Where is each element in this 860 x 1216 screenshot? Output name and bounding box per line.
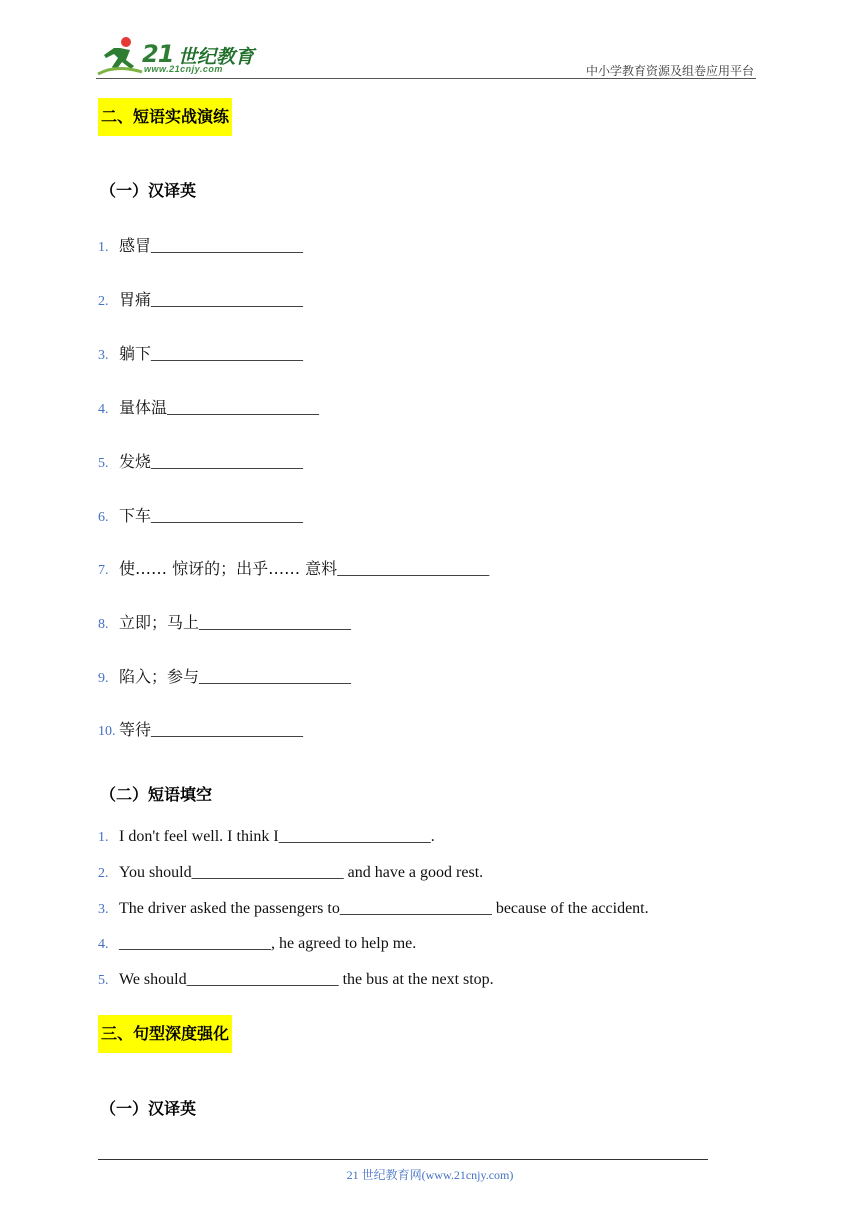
item-number: 3. — [98, 348, 109, 363]
item-number: 2. — [98, 866, 109, 881]
subsection-title-cn-to-en: （一）汉译英 — [100, 181, 197, 200]
item-number: 10. — [98, 724, 116, 739]
site-logo — [96, 34, 266, 78]
list-item — [98, 664, 351, 687]
item-number: 5. — [98, 973, 109, 988]
header-divider — [96, 78, 756, 79]
item-text[interactable]: I don't feel well. I think I___________________. — [119, 828, 435, 845]
answer-blank[interactable]: ___________________ — [151, 346, 304, 363]
list-item — [98, 610, 351, 633]
item-text: 躺下 — [119, 344, 152, 363]
item-text: 胃痛 — [119, 290, 152, 309]
footer-divider — [98, 1159, 708, 1160]
section-title-sentences: 三、句型深度强化 — [98, 1015, 232, 1053]
item-text: 下车 — [119, 506, 152, 525]
item-number: 9. — [98, 671, 109, 686]
item-number: 2. — [98, 294, 109, 309]
subsection-title-fill-in: （二）短语填空 — [100, 785, 213, 804]
list-item — [98, 828, 435, 846]
subsection-title-cn-to-en-2: （一）汉译英 — [100, 1099, 197, 1118]
list-item — [98, 287, 303, 310]
item-text[interactable]: The driver asked the passengers to___________________ because of the accident. — [119, 900, 649, 917]
answer-blank[interactable]: ___________________ — [151, 454, 304, 471]
item-number: 1. — [98, 830, 109, 845]
list-item — [98, 233, 303, 256]
item-number: 4. — [98, 402, 109, 417]
section-title-phrases: 二、短语实战演练 — [98, 98, 232, 136]
footer-text: 21 世纪教育网(www.21cnjy.com) — [346, 1168, 514, 1182]
answer-blank[interactable]: ___________________ — [151, 722, 304, 739]
item-number: 8. — [98, 617, 109, 632]
item-text: 陷入；参与 — [119, 667, 200, 686]
logo-text: 世纪教育 — [178, 46, 255, 68]
logo-number: 21 — [142, 40, 174, 68]
list-item — [98, 935, 416, 953]
list-item — [98, 395, 319, 418]
item-text: 感冒 — [119, 236, 152, 255]
logo-url: www.21cnjy.com — [144, 64, 223, 74]
list-item — [98, 556, 489, 579]
list-item — [98, 971, 494, 989]
list-item — [98, 717, 303, 740]
item-text: 等待 — [119, 720, 152, 739]
list-item — [98, 341, 303, 364]
item-number: 3. — [98, 902, 109, 917]
item-number: 7. — [98, 563, 109, 578]
answer-blank[interactable]: ___________________ — [199, 669, 352, 686]
item-number: 1. — [98, 240, 109, 255]
item-text: 使…… 惊讶的；出乎…… 意料 — [119, 559, 338, 578]
list-item — [98, 503, 303, 526]
answer-blank[interactable]: ___________________ — [151, 292, 304, 309]
runner-icon — [96, 34, 144, 78]
item-text: 量体温 — [119, 398, 168, 417]
item-number: 4. — [98, 937, 109, 952]
item-text[interactable]: You should___________________ and have a good rest. — [119, 864, 484, 881]
item-number: 6. — [98, 510, 109, 525]
header-platform-text: 中小学教育资源及组卷应用平台 — [585, 64, 754, 78]
answer-blank[interactable]: ___________________ — [167, 400, 320, 417]
list-item — [98, 900, 649, 918]
item-text: 发烧 — [119, 452, 152, 471]
item-number: 5. — [98, 456, 109, 471]
list-item — [98, 449, 303, 472]
list-item — [98, 864, 483, 882]
answer-blank[interactable]: ___________________ — [151, 238, 304, 255]
item-text[interactable]: We should___________________ the bus at the next stop. — [119, 971, 494, 988]
answer-blank[interactable]: ___________________ — [199, 615, 352, 632]
item-text[interactable]: ___________________, he agreed to help me. — [119, 935, 417, 952]
answer-blank[interactable]: ___________________ — [337, 561, 490, 578]
item-text: 立即；马上 — [119, 613, 200, 632]
answer-blank[interactable]: ___________________ — [151, 508, 304, 525]
